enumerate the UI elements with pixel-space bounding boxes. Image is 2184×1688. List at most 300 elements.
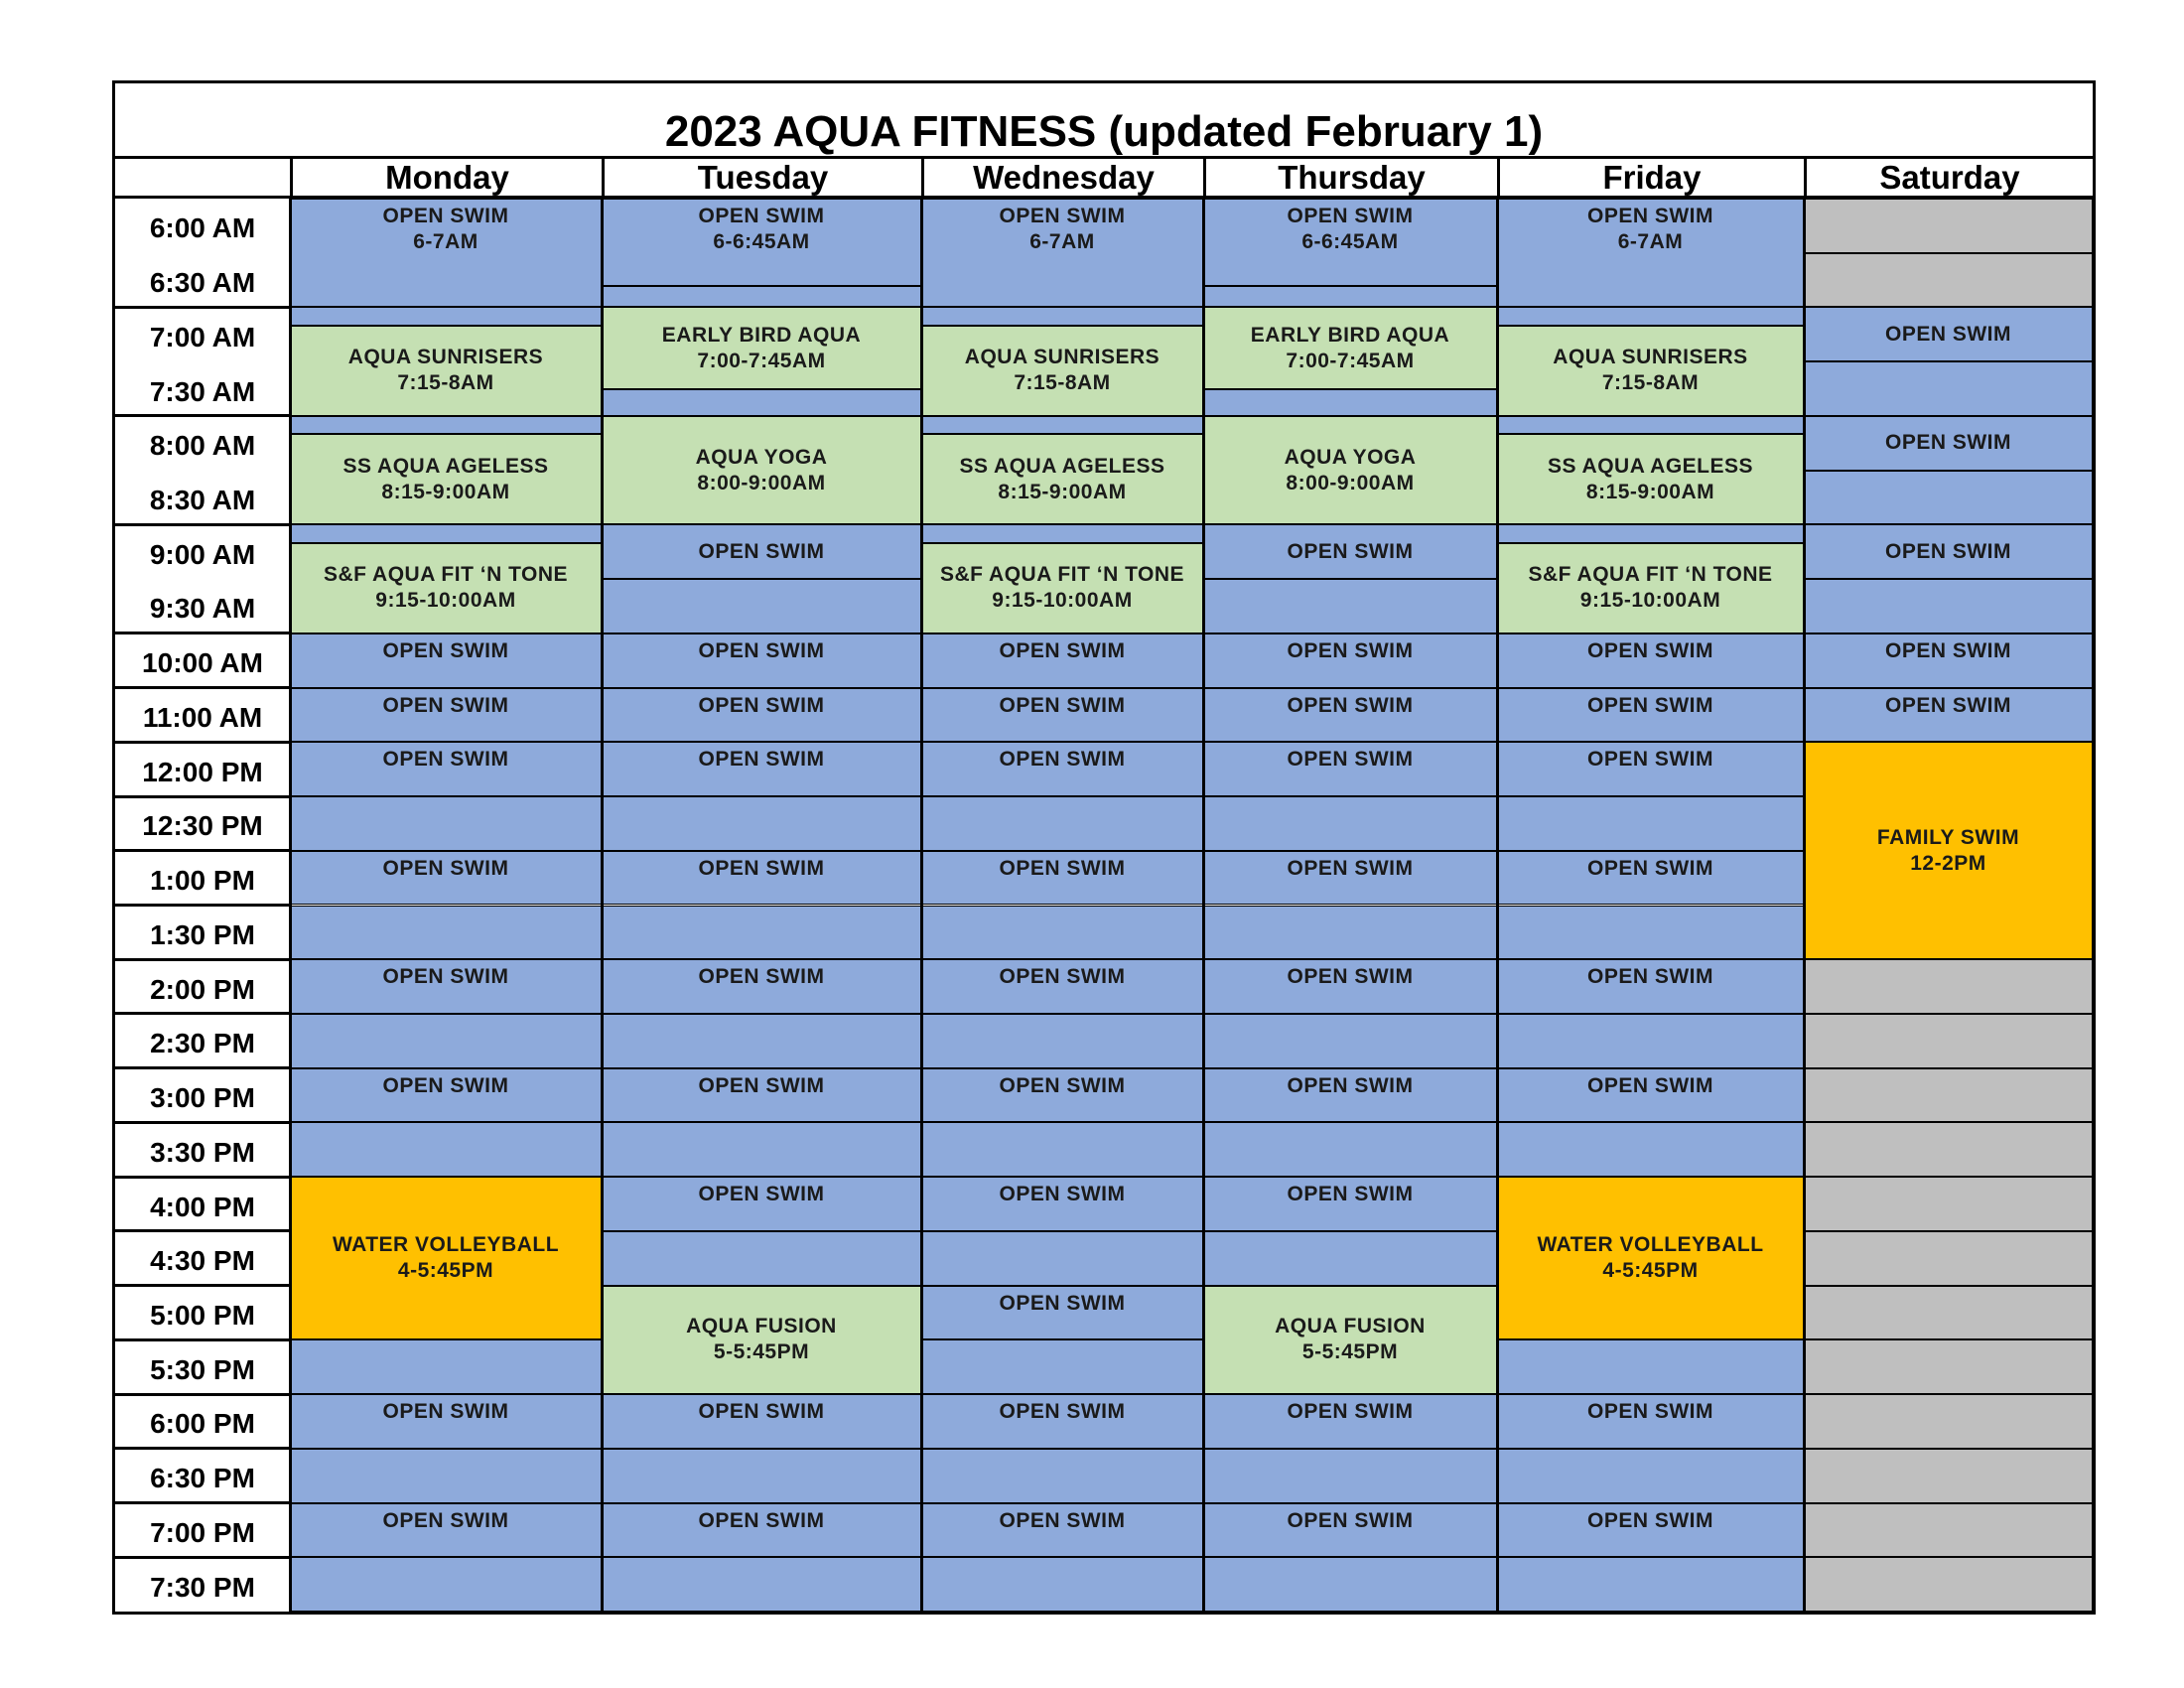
schedule-block-open-swim — [921, 1503, 1203, 1558]
schedule-block-empty — [1497, 1449, 1804, 1503]
schedule-block-open-swim — [921, 742, 1203, 796]
time-label: 7:30 PM — [150, 1571, 255, 1603]
schedule-block-empty — [1804, 1286, 2093, 1340]
time-label: 1:30 PM — [150, 918, 255, 950]
block-title: OPEN SWIM — [999, 693, 1126, 717]
block-title: S&F AQUA FIT ‘N TONE — [939, 563, 1185, 587]
day-header-thursday: Thursday — [1203, 159, 1497, 199]
schedule-block-empty — [1497, 1014, 1804, 1068]
schedule-block-empty — [1203, 286, 1497, 308]
block-title: OPEN SWIM — [1586, 1508, 1713, 1532]
schedule-block-empty — [290, 1339, 602, 1394]
block-title: OPEN SWIM — [999, 856, 1126, 880]
schedule-block-empty — [921, 307, 1203, 325]
time-separator — [115, 958, 290, 961]
block-title: SS AQUA AGELESS — [342, 454, 549, 478]
schedule-block-early-bird-aqua — [602, 307, 921, 388]
block-title: OPEN SWIM — [999, 748, 1126, 772]
schedule-sheet — [112, 80, 2096, 1615]
block-time: 8:00-9:00AM — [697, 471, 826, 494]
block-title: OPEN SWIM — [382, 748, 509, 772]
schedule-block-empty — [921, 1231, 1203, 1286]
column-separator — [1496, 199, 1499, 1612]
schedule-block-empty — [921, 416, 1203, 434]
schedule-block-open-swim — [290, 199, 602, 307]
schedule-block-empty — [921, 1557, 1203, 1612]
block-title: OPEN SWIM — [698, 1400, 825, 1424]
schedule-block-open-swim — [921, 199, 1203, 307]
column-separator — [289, 199, 292, 1612]
schedule-block-empty — [602, 1122, 921, 1177]
schedule-block-empty — [1203, 796, 1497, 851]
time-separator — [115, 414, 290, 417]
block-title: OPEN SWIM — [1586, 1073, 1713, 1097]
schedule-block-open-swim — [1203, 1068, 1497, 1123]
schedule-block-empty — [1497, 1122, 1804, 1177]
block-title: OPEN SWIM — [1287, 965, 1414, 989]
schedule-block-s-f-aqua-fit-n-tone — [921, 543, 1203, 633]
block-title: OPEN SWIM — [999, 1400, 1126, 1424]
schedule-block-empty — [1203, 906, 1497, 960]
schedule-block-open-swim — [921, 1068, 1203, 1123]
schedule-block-water-volleyball — [1497, 1177, 1804, 1339]
schedule-block-aqua-fusion — [1203, 1286, 1497, 1394]
schedule-block-empty — [602, 1231, 921, 1286]
time-separator — [115, 1066, 290, 1069]
schedule-block-empty — [921, 1122, 1203, 1177]
time-label: 3:30 PM — [150, 1136, 255, 1168]
schedule-block-open-swim — [1203, 742, 1497, 796]
block-time: 7:15-8AM — [1601, 371, 1700, 395]
block-title: OPEN SWIM — [1884, 539, 2011, 563]
schedule-block-open-swim — [1203, 199, 1497, 286]
time-separator — [115, 686, 290, 689]
time-label: 2:00 PM — [150, 973, 255, 1005]
time-separator — [115, 849, 290, 852]
schedule-block-s-f-aqua-fit-n-tone — [1497, 543, 1804, 633]
schedule-block-open-swim — [921, 1177, 1203, 1231]
schedule-block-family-swim — [1804, 742, 2093, 959]
schedule-block-open-swim — [921, 688, 1203, 743]
schedule-block-open-swim — [1804, 307, 2093, 361]
schedule-block-open-swim — [602, 1068, 921, 1123]
schedule-block-empty — [602, 1557, 921, 1612]
schedule-block-open-swim — [1804, 524, 2093, 579]
time-label: 3:00 PM — [150, 1082, 255, 1114]
block-time: 7:00-7:45AM — [697, 349, 826, 372]
time-label: 6:30 PM — [150, 1463, 255, 1494]
block-time: 5-5:45PM — [1301, 1340, 1399, 1364]
block-title: OPEN SWIM — [1287, 856, 1414, 880]
block-time: 9:15-10:00AM — [1579, 589, 1721, 613]
block-title: S&F AQUA FIT ‘N TONE — [323, 563, 569, 587]
time-label: 10:00 AM — [142, 647, 263, 679]
column-separator — [601, 199, 604, 1612]
schedule-block-empty — [602, 1014, 921, 1068]
time-separator — [115, 1338, 290, 1341]
block-title: OPEN SWIM — [1287, 693, 1414, 717]
block-title: AQUA SUNRISERS — [347, 346, 544, 369]
schedule-block-open-swim — [1497, 199, 1804, 307]
schedule-block-open-swim — [1497, 742, 1804, 796]
schedule-block-open-swim — [921, 1394, 1203, 1449]
block-title: OPEN SWIM — [698, 1508, 825, 1532]
time-separator — [115, 1229, 290, 1232]
time-label: 6:00 AM — [149, 212, 256, 244]
corner-cell — [115, 159, 290, 199]
time-separator — [115, 1556, 290, 1559]
schedule-block-open-swim — [1203, 524, 1497, 579]
schedule-block-open-swim — [602, 1177, 921, 1231]
time-label: 7:00 AM — [149, 321, 256, 352]
block-title: OPEN SWIM — [1586, 856, 1713, 880]
block-title: OPEN SWIM — [382, 1073, 509, 1097]
block-title: OPEN SWIM — [1287, 1400, 1414, 1424]
day-header-tuesday: Tuesday — [602, 159, 921, 199]
schedule-block-empty — [1804, 1177, 2093, 1231]
block-title: OPEN SWIM — [698, 1183, 825, 1206]
block-title: SS AQUA AGELESS — [959, 454, 1165, 478]
block-title: OPEN SWIM — [382, 1508, 509, 1532]
schedule-block-empty — [1497, 416, 1804, 434]
schedule-grid — [115, 199, 2093, 1612]
time-label: 1:00 PM — [150, 865, 255, 897]
schedule-block-empty — [1804, 1449, 2093, 1503]
time-label: 2:30 PM — [150, 1028, 255, 1059]
schedule-block-empty — [1203, 1014, 1497, 1068]
time-separator — [115, 1176, 290, 1179]
schedule-block-empty — [1203, 389, 1497, 416]
schedule-block-empty — [290, 416, 602, 434]
block-title: OPEN SWIM — [698, 693, 825, 717]
time-label: 6:00 PM — [150, 1408, 255, 1440]
schedule-block-empty — [1804, 1557, 2093, 1612]
column-separator — [920, 199, 923, 1612]
schedule-block-empty — [1203, 1231, 1497, 1286]
block-title: OPEN SWIM — [698, 539, 825, 563]
schedule-block-ss-aqua-ageless — [290, 434, 602, 524]
schedule-block-open-swim — [290, 959, 602, 1014]
schedule-block-empty — [921, 1449, 1203, 1503]
schedule-block-open-swim — [290, 688, 602, 743]
schedule-block-empty — [1497, 1339, 1804, 1394]
schedule-block-open-swim — [1203, 1394, 1497, 1449]
time-label: 5:30 PM — [150, 1353, 255, 1385]
schedule-block-empty — [602, 389, 921, 416]
schedule-block-open-swim — [921, 851, 1203, 906]
block-title: OPEN SWIM — [1287, 1508, 1414, 1532]
schedule-block-open-swim — [921, 959, 1203, 1014]
block-title: AQUA SUNRISERS — [1553, 346, 1748, 369]
schedule-block-open-swim — [602, 688, 921, 743]
column-separator — [1202, 199, 1205, 1612]
time-separator — [115, 1447, 290, 1450]
block-title: OPEN SWIM — [382, 638, 509, 662]
schedule-block-open-swim — [602, 851, 921, 906]
time-label: 8:00 AM — [149, 430, 256, 462]
schedule-block-empty — [602, 286, 921, 308]
schedule-block-empty — [921, 524, 1203, 542]
day-header-friday: Friday — [1497, 159, 1804, 199]
time-separator — [115, 1393, 290, 1396]
block-time: 5-5:45PM — [713, 1340, 810, 1364]
schedule-block-empty — [1804, 471, 2093, 525]
schedule-block-s-f-aqua-fit-n-tone — [290, 543, 602, 633]
block-title: OPEN SWIM — [1287, 205, 1414, 227]
schedule-block-aqua-sunrisers — [290, 326, 602, 416]
schedule-block-open-swim — [921, 1286, 1203, 1340]
time-label: 5:00 PM — [150, 1299, 255, 1331]
block-title: EARLY BIRD AQUA — [661, 323, 862, 347]
block-time: 8:00-9:00AM — [1286, 471, 1415, 494]
schedule-block-empty — [1804, 959, 2093, 1014]
block-time: 7:15-8AM — [1014, 371, 1111, 395]
block-title: OPEN SWIM — [698, 1073, 825, 1097]
time-label: 11:00 AM — [142, 701, 263, 733]
time-separator — [115, 523, 290, 526]
time-label: 12:00 PM — [142, 756, 263, 787]
time-separator — [115, 632, 290, 634]
schedule-block-empty — [290, 906, 602, 960]
time-label: 6:30 AM — [149, 267, 256, 299]
block-title: OPEN SWIM — [698, 748, 825, 772]
schedule-block-aqua-sunrisers — [921, 326, 1203, 416]
schedule-block-open-swim — [1203, 851, 1497, 906]
block-time: 6-6:45AM — [713, 230, 810, 253]
block-title: OPEN SWIM — [1586, 965, 1713, 989]
block-title: OPEN SWIM — [382, 1400, 509, 1424]
schedule-block-open-swim — [602, 1394, 921, 1449]
schedule-block-open-swim — [602, 524, 921, 579]
block-title: OPEN SWIM — [1586, 205, 1713, 227]
block-time: 7:15-8AM — [397, 371, 494, 395]
schedule-block-empty — [602, 579, 921, 633]
schedule-block-empty — [1804, 579, 2093, 633]
block-title: OPEN SWIM — [999, 1291, 1126, 1315]
schedule-block-empty — [921, 796, 1203, 851]
block-title: OPEN SWIM — [999, 638, 1126, 662]
schedule-block-empty — [1804, 1014, 2093, 1068]
time-label: 4:30 PM — [150, 1245, 255, 1277]
block-title: OPEN SWIM — [1884, 638, 2011, 662]
schedule-block-empty — [1203, 1449, 1497, 1503]
block-title: OPEN SWIM — [1287, 1183, 1414, 1206]
block-time: 6-7AM — [413, 230, 478, 253]
time-separator — [115, 741, 290, 744]
block-title: WATER VOLLEYBALL — [1537, 1233, 1764, 1257]
time-separator — [115, 1284, 290, 1287]
schedule-block-open-swim — [602, 959, 921, 1014]
block-title: OPEN SWIM — [999, 205, 1126, 227]
schedule-block-open-swim — [1203, 1177, 1497, 1231]
block-time: 9:15-10:00AM — [992, 589, 1133, 613]
schedule-block-empty — [290, 307, 602, 325]
schedule-block-open-swim — [290, 851, 602, 906]
block-title: OPEN SWIM — [382, 965, 509, 989]
block-title: FAMILY SWIM — [1876, 825, 2020, 849]
schedule-block-empty — [1804, 253, 2093, 308]
block-title: OPEN SWIM — [382, 856, 509, 880]
block-title: OPEN SWIM — [1884, 322, 2011, 346]
schedule-block-ss-aqua-ageless — [1497, 434, 1804, 524]
schedule-block-open-swim — [290, 1394, 602, 1449]
schedule-block-open-swim — [290, 1068, 602, 1123]
block-title: OPEN SWIM — [698, 856, 825, 880]
schedule-block-empty — [921, 1014, 1203, 1068]
schedule-block-water-volleyball — [290, 1177, 602, 1339]
schedule-block-open-swim — [602, 1503, 921, 1558]
block-title: OPEN SWIM — [1287, 1073, 1414, 1097]
block-title: SS AQUA AGELESS — [1547, 454, 1754, 478]
block-title: S&F AQUA FIT ‘N TONE — [1528, 563, 1773, 587]
schedule-block-open-swim — [1497, 688, 1804, 743]
schedule-block-empty — [290, 1122, 602, 1177]
schedule-block-open-swim — [602, 742, 921, 796]
schedule-block-open-swim — [1497, 851, 1804, 906]
schedule-block-open-swim — [290, 1503, 602, 1558]
time-label: 8:30 AM — [149, 485, 256, 515]
block-title: OPEN SWIM — [382, 205, 509, 227]
schedule-block-aqua-sunrisers — [1497, 326, 1804, 416]
time-separator — [115, 1121, 290, 1124]
block-time: 7:00-7:45AM — [1286, 349, 1415, 372]
day-header-monday: Monday — [290, 159, 602, 199]
time-label: 7:30 AM — [149, 375, 256, 407]
schedule-block-empty — [1804, 1394, 2093, 1449]
block-title: OPEN SWIM — [382, 693, 509, 717]
block-title: OPEN SWIM — [999, 1508, 1126, 1532]
schedule-block-empty — [921, 1339, 1203, 1394]
time-separator — [115, 795, 290, 798]
block-title: WATER VOLLEYBALL — [332, 1233, 560, 1257]
schedule-block-open-swim — [1203, 633, 1497, 688]
block-title: OPEN SWIM — [1586, 638, 1713, 662]
block-title: OPEN SWIM — [999, 1183, 1126, 1206]
schedule-block-empty — [1804, 361, 2093, 416]
block-time: 12-2PM — [1910, 851, 1986, 875]
block-title: OPEN SWIM — [1287, 748, 1414, 772]
schedule-block-empty — [290, 796, 602, 851]
block-title: AQUA YOGA — [1284, 445, 1417, 469]
block-title: OPEN SWIM — [698, 205, 825, 227]
schedule-block-empty — [290, 1449, 602, 1503]
block-title: OPEN SWIM — [1884, 431, 2011, 455]
schedule-block-open-swim — [1804, 688, 2093, 743]
schedule-block-empty — [1804, 199, 2093, 253]
block-time: 8:15-9:00AM — [998, 480, 1127, 503]
schedule-block-early-bird-aqua — [1203, 307, 1497, 388]
schedule-block-open-swim — [1497, 1394, 1804, 1449]
block-time: 6-7AM — [1029, 230, 1095, 253]
schedule-block-empty — [290, 1557, 602, 1612]
block-title: OPEN SWIM — [1287, 638, 1414, 662]
schedule-block-aqua-yoga — [602, 416, 921, 524]
schedule-block-empty — [1804, 1231, 2093, 1286]
column-separator — [1803, 199, 1806, 1612]
block-title: EARLY BIRD AQUA — [1250, 323, 1450, 347]
schedule-block-open-swim — [1497, 1068, 1804, 1123]
block-time: 4-5:45PM — [397, 1259, 494, 1283]
schedule-block-open-swim — [602, 199, 921, 286]
block-title: AQUA FUSION — [1275, 1315, 1426, 1338]
schedule-block-open-swim — [1203, 688, 1497, 743]
schedule-block-open-swim — [602, 633, 921, 688]
page-title: 2023 AQUA FITNESS (updated February 1) — [115, 83, 2093, 159]
schedule-block-empty — [1203, 1122, 1497, 1177]
schedule-block-empty — [1497, 796, 1804, 851]
schedule-block-aqua-yoga — [1203, 416, 1497, 524]
block-title: OPEN SWIM — [1586, 1400, 1713, 1424]
time-label: 12:30 PM — [142, 810, 263, 842]
schedule-block-open-swim — [1203, 1503, 1497, 1558]
schedule-block-empty — [1203, 579, 1497, 633]
schedule-block-empty — [1497, 1557, 1804, 1612]
block-title: AQUA YOGA — [695, 445, 828, 469]
schedule-block-empty — [1804, 1339, 2093, 1394]
schedule-block-empty — [1203, 1557, 1497, 1612]
time-separator — [115, 904, 290, 907]
block-title: OPEN SWIM — [1586, 693, 1713, 717]
block-title: OPEN SWIM — [999, 965, 1126, 989]
block-title: OPEN SWIM — [698, 965, 825, 989]
time-separator — [115, 306, 290, 309]
schedule-block-open-swim — [1804, 633, 2093, 688]
block-time: 8:15-9:00AM — [381, 480, 510, 503]
schedule-block-open-swim — [1804, 416, 2093, 471]
block-title: OPEN SWIM — [1586, 748, 1713, 772]
schedule-block-empty — [602, 906, 921, 960]
schedule-block-open-swim — [1497, 959, 1804, 1014]
time-separator — [115, 1501, 290, 1504]
time-label: 4:00 PM — [150, 1191, 255, 1222]
block-time: 8:15-9:00AM — [1585, 480, 1715, 503]
schedule-block-empty — [921, 906, 1203, 960]
schedule-block-empty — [290, 524, 602, 542]
schedule-block-empty — [1804, 1068, 2093, 1123]
schedule-block-empty — [290, 1014, 602, 1068]
schedule-block-open-swim — [290, 742, 602, 796]
block-time: 6-7AM — [1617, 230, 1684, 253]
schedule-block-empty — [602, 796, 921, 851]
block-title: OPEN SWIM — [1287, 539, 1414, 563]
time-label: 9:00 AM — [149, 538, 256, 570]
schedule-block-open-swim — [1497, 1503, 1804, 1558]
schedule-block-empty — [1804, 1503, 2093, 1558]
block-title: OPEN SWIM — [698, 638, 825, 662]
time-separator — [115, 1012, 290, 1015]
schedule-block-open-swim — [1497, 633, 1804, 688]
block-title: AQUA SUNRISERS — [964, 346, 1160, 369]
schedule-block-open-swim — [290, 633, 602, 688]
schedule-block-empty — [1497, 524, 1804, 542]
schedule-block-aqua-fusion — [602, 1286, 921, 1394]
block-title: OPEN SWIM — [1884, 693, 2011, 717]
block-title: OPEN SWIM — [999, 1073, 1126, 1097]
time-label: 9:30 AM — [149, 593, 256, 625]
schedule-block-open-swim — [921, 633, 1203, 688]
block-time: 6-6:45AM — [1301, 230, 1399, 253]
schedule-block-empty — [602, 1449, 921, 1503]
schedule-block-empty — [1497, 906, 1804, 960]
schedule-block-ss-aqua-ageless — [921, 434, 1203, 524]
block-title: AQUA FUSION — [686, 1315, 837, 1338]
block-time: 9:15-10:00AM — [375, 589, 516, 613]
schedule-block-open-swim — [1203, 959, 1497, 1014]
schedule-block-empty — [1497, 307, 1804, 325]
day-header-saturday: Saturday — [1804, 159, 2093, 199]
time-label: 7:00 PM — [150, 1516, 255, 1548]
schedule-block-empty — [1804, 1122, 2093, 1177]
